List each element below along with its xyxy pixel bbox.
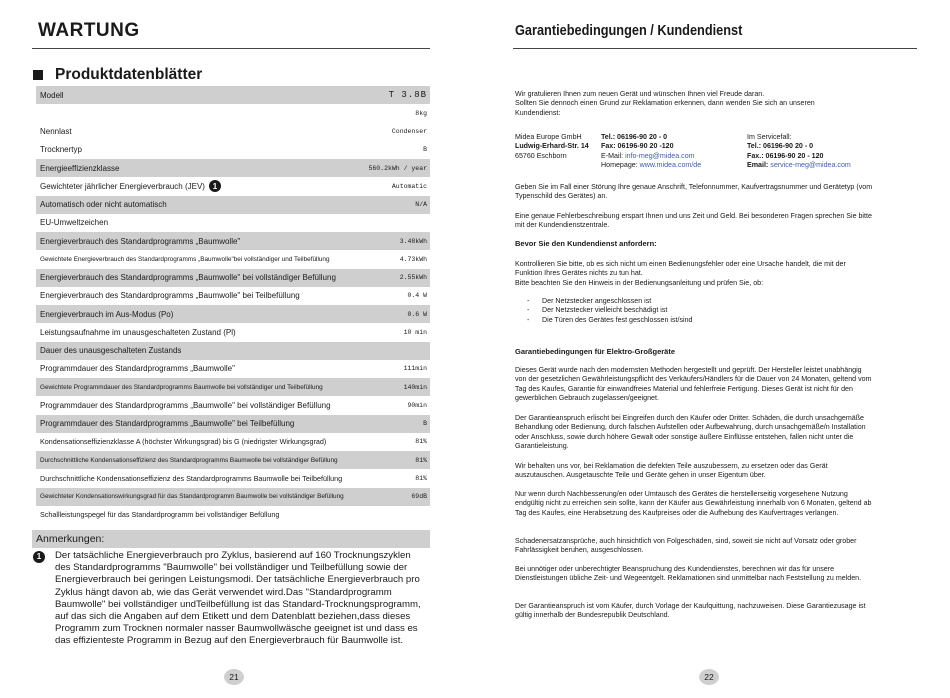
table-row <box>36 159 430 177</box>
intro-line: Wir gratulieren Ihnen zum neuen Gerät und wünschen Ihnen viel Freude daran. <box>515 90 765 98</box>
service-label: Im Servicefall: <box>747 133 792 141</box>
row-value: 140min <box>403 383 427 391</box>
row-value: Condenser <box>391 128 427 136</box>
title-divider <box>32 48 430 49</box>
table-row <box>36 305 430 323</box>
footnote-text: Der tatsächliche Energieverbrauch pro Zyklus, basierend auf 160 Trocknungszyklen des Standardprogramms "Baumwolle" bei vollständiger und Teilbefüllung sowie der Energieverbrauch bei geringen Leistungsmodi. Der tatsächliche Energieverbrauch pro Zyklus hängt davon ab, wie das Gerät verwendet wird.Das "Standardprogramm Baumwolle" bei vollständiger undTeilbefüllung ist das Standard-Trocknungsprogramm, auf das sich die Angaben auf dem Etikett und dem Datenblatt beziehen,dass dieses Programm zum Trocknen normaler nasser Baumwollwäsche geeignet ist und dass es das effizienteste Programm in Bezug auf den Energieverbrauch für Baumwolle ist. <box>55 550 421 647</box>
service-email-link[interactable]: service-meg@midea.com <box>770 160 851 169</box>
table-row <box>36 250 430 268</box>
homepage-line <box>601 161 741 170</box>
street: Ludwig-Erhard-Str. 14 <box>515 142 589 151</box>
footnote-ref-icon: 1 <box>209 180 221 192</box>
table-row <box>36 123 430 141</box>
section-title: Produktdatenblätter <box>55 66 203 83</box>
row-label: Dauer des unausgeschalteten Zustands <box>40 346 182 356</box>
page-title-right: Garantiebedingungen / Kundendienst <box>515 22 743 39</box>
email-link[interactable]: info-meg@midea.com <box>625 151 695 160</box>
table-row <box>36 342 430 360</box>
row-label: Nennlast <box>40 127 72 137</box>
table-row <box>36 141 430 159</box>
row-value: 10 min <box>403 328 427 336</box>
table-row <box>36 196 430 214</box>
city: 65760 Eschborn <box>515 151 567 160</box>
row-value: 0.6 W <box>407 310 427 318</box>
row-label: Gewichtete Programmdauer des Standardprogramms Baumwolle bei vollständiger und Teilbefüllung <box>40 383 323 391</box>
row-label: Energieverbrauch des Standardprogramms „Baumwolle" bei Teilbefüllung <box>40 291 300 301</box>
row-value: 90min <box>407 401 427 409</box>
footnote <box>33 550 425 648</box>
table-row <box>36 451 430 469</box>
row-label: Energieverbrauch des Standardprogramms „Baumwolle" bei vollständiger Befüllung <box>40 273 336 283</box>
row-label: Gewichtete Energieverbrauch des Standardprogramms „Baumwolle"bei vollständiger und Teilbefüllung <box>40 255 330 263</box>
table-row <box>36 214 430 232</box>
row-label: Programmdauer des Standardprogramms „Baumwolle" <box>40 364 235 374</box>
row-value: 81% <box>415 474 427 482</box>
page-title: WARTUNG <box>38 20 140 41</box>
homepage-link[interactable]: www.midea.com/de <box>639 160 702 169</box>
service-email-line <box>747 161 917 170</box>
paragraph-check <box>515 260 875 288</box>
row-value: 81% <box>415 438 427 446</box>
right-page <box>475 0 950 698</box>
table-row <box>36 177 430 195</box>
table-row <box>36 415 430 433</box>
page-number-left: 21 <box>224 669 244 685</box>
row-value: B <box>423 146 427 154</box>
table-row <box>36 396 430 414</box>
warranty-paragraph: Dieses Gerät wurde nach den modernsten Methoden hergestellt und geprüft. Der Hersteller leistet unabhängig von der gesetzlichen Gewährleistungspflicht des Verkäufers/Händlers für die Dauer von 24 Monaten, geltend vom Tag des Kaufes, Garantie für einwandfreies Material und fehlerfreie Fertigung. Dieses Gerät ist nicht für den gewerblichen Gebrauch zugelassen/geeignet. <box>515 366 872 402</box>
service-tel: Tel.: 06196-90 20 - 0 <box>747 142 814 151</box>
warranty-paragraph: Bei unnötiger oder unberechtigter Beanspruchung des Kundendienstes, berechnen wir das für unsere Dienstleistungen übliche Zeit- und Wegeentgelt. Reklamationen sind unmittelbar nach Feststellung zu melden. <box>515 565 862 583</box>
row-value: 8kg <box>415 109 427 117</box>
company-name: Midea Europe GmbH <box>515 133 582 141</box>
tel: Tel.: 06196-90 20 - 0 <box>601 133 668 141</box>
table-row <box>36 488 430 506</box>
check-intro: Kontrollieren Sie bitte, ob es sich nicht um einen Bedienungsfehler oder eine Ursache handelt, die mit der Funktion Ihres Gerätes nichts zu tun hat. <box>515 260 846 278</box>
service-fax: Fax.: 06196-90 20 - 120 <box>747 151 824 160</box>
bullet-square-icon <box>33 70 43 80</box>
table-row <box>36 506 430 524</box>
check-hint: Bitte beachten Sie den Hinweis in der Bedienungsanleitung und prüfen Sie, ob: <box>515 278 764 287</box>
service-email-label: Email: <box>747 160 769 169</box>
contact-phone <box>601 133 741 170</box>
product-data-table <box>36 86 430 524</box>
row-label: Leistungsaufnahme im unausgeschalteten Zustand (Pl) <box>40 327 236 337</box>
table-row <box>36 104 430 122</box>
table-row <box>36 433 430 451</box>
row-label: Schallleistungspegel für das Standardprogramm bei vollständiger Befüllung <box>40 510 280 520</box>
row-label: Durchschnittliche Kondensationseffizienz des Standardprogramms Baumwolle bei Teilbefüllung <box>40 473 343 483</box>
row-value: 69dB <box>411 493 427 501</box>
homepage-label: Homepage: <box>601 160 638 169</box>
email-label: E-Mail: <box>601 151 624 160</box>
heading-before-service: Bevor Sie den Kundendienst anfordern: <box>515 239 657 248</box>
warranty-paragraph: Schadenersatzansprüche, auch hinsichtlich von Folgeschäden, sind, soweit sie nicht auf Vorsatz oder grober Fahrlässigkeit beruhen, ausgeschlossen. <box>515 537 857 555</box>
email-line <box>601 152 741 161</box>
table-row <box>36 323 430 341</box>
row-value: Automatic <box>391 182 427 190</box>
row-label: Modell <box>40 90 64 100</box>
table-row <box>36 86 430 104</box>
contact-address <box>515 133 593 161</box>
notes-header: Anmerkungen: <box>32 530 430 548</box>
row-value: 81% <box>415 456 427 464</box>
row-label: Energieverbrauch des Standardprogramms „Baumwolle" <box>40 236 241 246</box>
intro-line: Kundendienst: <box>515 108 561 117</box>
row-label: Programmdauer des Standardprogramms „Baumwolle" bei vollständiger Befüllung <box>40 400 331 410</box>
heading-warranty: Garantiebedingungen für Elektro-Großgeräte <box>515 347 676 356</box>
table-row <box>36 360 430 378</box>
row-value: B <box>423 420 427 428</box>
row-value: 0.4 W <box>407 292 427 300</box>
list-item: - Die Türen des Gerätes fest geschlossen ist/sind <box>515 316 875 325</box>
fax: Fax: 06196-90 20 -120 <box>601 142 674 151</box>
row-label: EU-Umweltzeichen <box>40 218 109 228</box>
table-row <box>36 287 430 305</box>
list-item: - Der Netzstecker angeschlossen ist <box>515 297 875 306</box>
row-value: 111min <box>403 365 427 373</box>
section-header <box>33 66 202 84</box>
row-label: Trocknertyp <box>40 145 82 155</box>
paragraph-address: Geben Sie im Fall einer Störung Ihre genaue Anschrift, Telefonnummer, Kaufvertragsnummer und Gerätetyp (vom Typenschild des Gerätes) an. <box>515 183 873 201</box>
footnote-number-icon: 1 <box>33 551 45 563</box>
row-value: 4.73kWh <box>399 255 427 263</box>
row-label: Automatisch oder nicht automatisch <box>40 200 167 210</box>
intro-line: Sollten Sie dennoch einen Grund zur Reklamation erkennen, dann wenden Sie sich an unseren <box>515 99 815 108</box>
paragraph-description: Eine genaue Fehlerbeschreibung erspart Ihnen und uns Zeit und Geld. Bei besonderen Fragen sprechen Sie bitte mit der Kundendienstzentrale. <box>515 212 872 230</box>
warranty-paragraph: Nur wenn durch Nachbesserung/en oder Umtausch des Gerätes die herstellerseitig vorgesehene Nutzung endgültig nicht zu erreichen sein sollte, kann der Käufer aus Gewährleistung innerhalb von 6 Monaten, geltend ab Tag des Kaufes, eine Herabsetzung des Kaufpreises oder die Aufhebung des Kaufvertrages verlangen. <box>515 490 872 517</box>
row-value: 3.48kWh <box>399 237 427 245</box>
table-row <box>36 232 430 250</box>
row-value: N/A <box>415 201 427 209</box>
row-label: Gewichteter Kondensationswirkungsgrad für das Standardprogramm Baumwolle bei vollständiger Befüllung <box>40 493 344 501</box>
row-label: Energieeffizienzklasse <box>40 163 120 173</box>
warranty-paragraph: Der Garantieanspruch erlischt bei Eingreifen durch den Käufer oder Dritter. Schäden, die durch unsachgemäße Behandlung oder Bedienung, durch falschen Aufstellen oder Aufbewahrung, durch unsachgemäße/n Installation oder Anschluss, sowie durch höhere Gewalt oder sonstige äußere Einflüsse entstehen, fallen nicht unter die Garantieleistung. <box>515 414 866 450</box>
row-value: 2.55kWh <box>399 274 427 282</box>
row-label: Energieverbrauch im Aus-Modus (Po) <box>40 309 174 319</box>
list-item: - Der Netzstecker vielleicht beschädigt ist <box>515 306 875 315</box>
table-row <box>36 269 430 287</box>
table-row <box>36 378 430 396</box>
check-list <box>515 297 875 325</box>
row-label: Programmdauer des Standardprogramms „Baumwolle" bei Teilbefüllung <box>40 419 295 429</box>
title-divider-right <box>513 48 917 49</box>
row-value: 560.2kWh / year <box>368 164 427 172</box>
warranty-paragraph: Der Garantieanspruch ist vom Käufer, durch Vorlage der Kaufquittung, nachzuweisen. Diese Garantiezusage ist gültig innerhalb der Bundesrepublik Deutschland. <box>515 602 866 620</box>
page-number-right: 22 <box>699 669 719 685</box>
row-label: Kondensationseffizienzklasse A (höchster Wirkungsgrad) bis G (niedrigster Wirkungsgrad) <box>40 437 327 447</box>
row-value: T 3.8B <box>388 90 427 101</box>
warranty-paragraph: Wir behalten uns vor, bei Reklamation die defekten Teile auszubessern, zu ersetzen oder das Gerät auszutauschen. Ausgetauschte Teile und Geräte gehen in unser Eigentum über. <box>515 462 828 480</box>
service-contact <box>747 133 917 170</box>
row-label: Durchschnittliche Kondensationseffizienz des Standardprogramms Baumwolle bei vollständiger Befüllung <box>40 456 338 464</box>
table-row <box>36 469 430 487</box>
row-label: Gewichteter jährlicher Energieverbrauch (JEV) <box>40 181 205 191</box>
intro-text <box>515 90 875 118</box>
